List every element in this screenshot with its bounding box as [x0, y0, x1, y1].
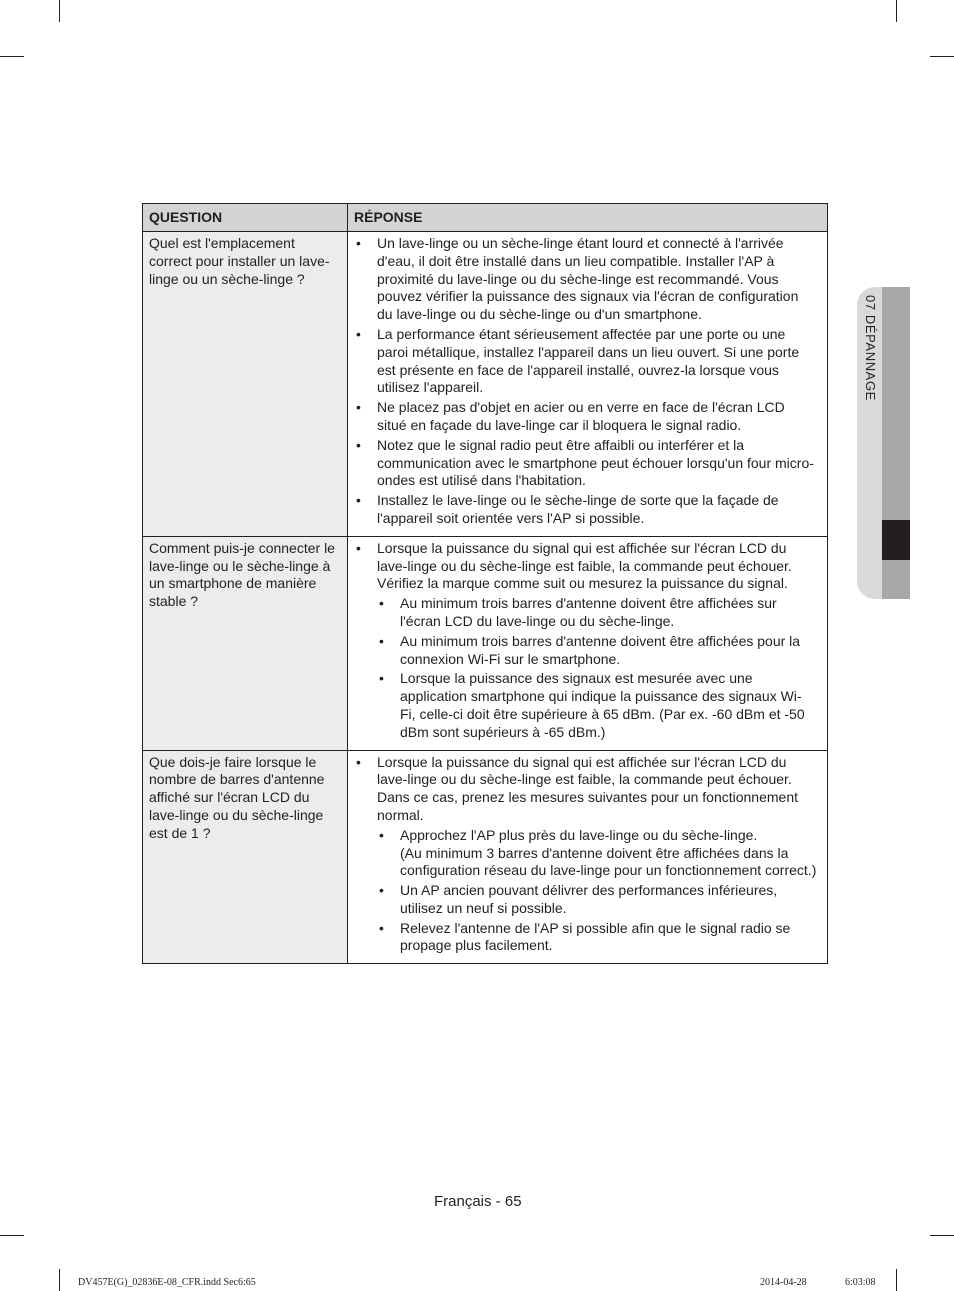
column-header-answer: RÉPONSE	[348, 204, 828, 232]
answer-cell	[348, 232, 828, 537]
sub-list-item: • Relevez l'antenne de l'AP si possible afin que le signal radio se propage plus facilement.	[377, 920, 817, 956]
answer-list	[354, 235, 817, 528]
faq-table	[142, 203, 828, 964]
list-item: • Installez le lave-linge ou le sèche-linge de sorte que la façade de l'appareil soit orientée vers l'AP si possible.	[354, 492, 817, 528]
slug-file-info: DV457E(G)_02836E-08_CFR.indd Sec6:65	[78, 1277, 256, 1288]
sub-list-item-text: Approchez l'AP plus près du lave-linge ou du sèche-linge.	[400, 826, 758, 843]
list-item: • Ne placez pas d'objet en acier ou en verre en face de l'écran LCD situé en façade du lave-linge car il bloquera le signal radio.	[354, 399, 817, 435]
sub-list-item	[377, 827, 817, 880]
crop-mark	[0, 1235, 24, 1236]
table-header-row	[143, 204, 828, 232]
crop-mark	[896, 1269, 897, 1291]
side-tab-label: 07 DÉPANNAGE	[863, 295, 878, 401]
question-cell: Que dois-je faire lorsque le nombre de barres d'antenne affiché sur l'écran LCD du lave-linge ou du sèche-linge est de 1 ?	[143, 750, 348, 964]
question-cell: Comment puis-je connecter le lave-linge ou le sèche-linge à un smartphone de manière stable ?	[143, 536, 348, 750]
table-row	[143, 536, 828, 750]
crop-mark	[930, 56, 954, 57]
list-item: • La performance étant sérieusement affectée par une porte ou une paroi métallique, installez l'appareil dans un lieu ouvert. Si une porte est présente en face de l'appareil installé, ouvrez-la lorsque vous utilisez l'appareil.	[354, 326, 817, 397]
list-item	[354, 540, 817, 742]
chapter-side-tab	[857, 287, 910, 599]
crop-mark	[930, 1235, 954, 1236]
sub-list-item: • Au minimum trois barres d'antenne doivent être affichées sur l'écran LCD du lave-linge ou du sèche-linge.	[377, 595, 817, 631]
crop-mark	[0, 56, 24, 57]
sub-list-item: • Lorsque la puissance des signaux est mesurée avec une application smartphone qui indique la puissance des signaux Wi-Fi, celle-ci doit être supérieure à 65 dBm. (Par ex. -60 dBm et -50 dBm sont supérieurs à -65 dBm.)	[377, 670, 817, 741]
question-cell: Quel est l'emplacement correct pour installer un lave-linge ou un sèche-linge ?	[143, 232, 348, 537]
sub-list-item: • Un AP ancien pouvant délivrer des performances inférieures, utilisez un neuf si possible.	[377, 882, 817, 918]
table-row	[143, 750, 828, 964]
answer-cell	[348, 536, 828, 750]
crop-mark	[896, 0, 897, 22]
crop-mark	[59, 1269, 60, 1291]
list-item-text: Lorsque la puissance du signal qui est affichée sur l'écran LCD du lave-linge ou du sèche-linge est faible, la commande peut échouer. Vérifiez la marque comme suit ou mesurez la puissance du signal.	[377, 539, 792, 592]
slug-time: 6:03:08	[845, 1277, 876, 1288]
answer-list	[354, 754, 817, 956]
slug-date: 2014-04-28	[760, 1277, 807, 1288]
column-header-question: QUESTION	[143, 204, 348, 232]
list-item-text: Lorsque la puissance du signal qui est affichée sur l'écran LCD du lave-linge ou du sèche-linge est faible, la commande peut échouer. Dans ce cas, prenez les mesures suivantes pour un fonctionnement normal.	[377, 753, 799, 823]
answer-cell	[348, 750, 828, 964]
sub-list-item: • Au minimum trois barres d'antenne doivent être affichées pour la connexion Wi-Fi sur le smartphone.	[377, 633, 817, 669]
sub-list-item-note: (Au minimum 3 barres d'antenne doivent être affichées dans la configuration réseau du lave-linge pour un fonctionnement correct.)	[400, 844, 817, 879]
page-number: Français - 65	[434, 1193, 522, 1210]
sub-list	[377, 827, 817, 956]
answer-list	[354, 540, 817, 742]
side-tab-marker	[882, 520, 910, 560]
list-item	[354, 754, 817, 956]
list-item: • Un lave-linge ou un sèche-linge étant lourd et connecté à l'arrivée d'eau, il doit être installé dans un lieu compatible. Installer l'AP à proximité du lave-linge ou du sèche-linge est recommandé. Vous pouvez vérifier la puissance des signaux via l'écran de configuration du lave-linge ou du sèche-linge ou d'un smartphone.	[354, 235, 817, 324]
crop-mark	[59, 0, 60, 22]
table-row	[143, 232, 828, 537]
list-item: • Notez que le signal radio peut être affaibli ou interférer et la communication avec le smartphone peut échouer lorsqu'un four micro-ondes est utilisé dans l'habitation.	[354, 437, 817, 490]
sub-list	[377, 595, 817, 741]
